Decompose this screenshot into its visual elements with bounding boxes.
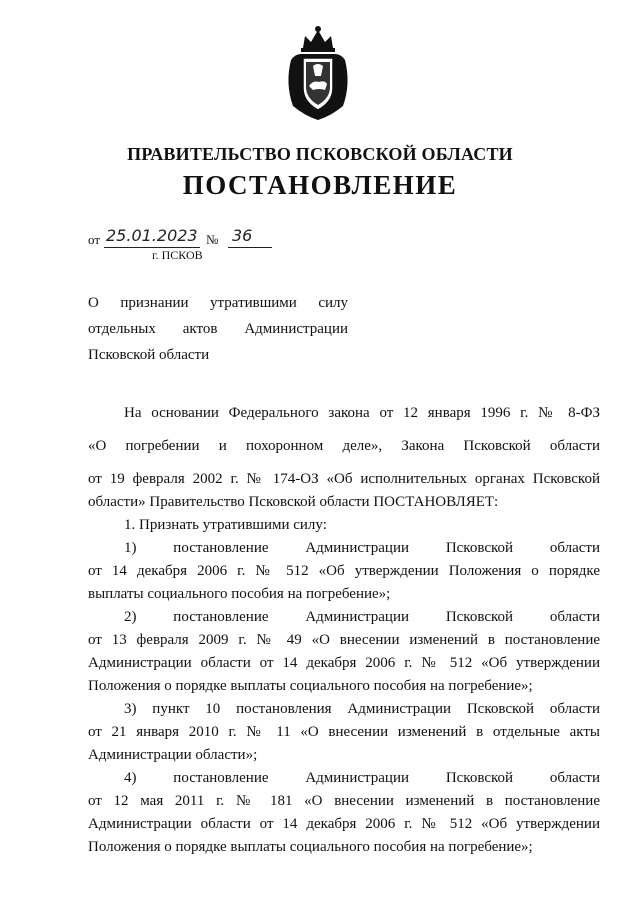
subject-line: О признании утратившими силу	[88, 295, 348, 311]
number-prefix: №	[206, 232, 219, 247]
sub-item-3-first-line: 3) пункт 10 постановления Администрации Псковской области	[124, 701, 600, 717]
sub-item-word: постановление	[173, 609, 269, 625]
sub-item-line: Администрации области от 14 декабря 2006 г. № 512 «Об утверждении	[88, 816, 600, 832]
sub-item-4-first-line	[88, 767, 600, 790]
number-underline	[228, 247, 272, 248]
sub-item-number: 2)	[124, 609, 137, 625]
item-1-title: 1. Признать утратившими силу:	[124, 517, 327, 533]
sub-item-word: Псковской	[445, 609, 514, 625]
sub-item-line: Положения о порядке выплаты социального пособия на погребение»;	[88, 678, 533, 694]
subject-line: Псковской области	[88, 347, 210, 363]
decree-date: 25.01.2023	[106, 226, 198, 245]
subject-line: отдельных актов Администрации	[88, 321, 348, 337]
sub-item-line: от 13 февраля 2009 г. № 49 «О внесении изменений в постановление	[88, 632, 600, 648]
decree-number: 36	[232, 226, 253, 245]
sub-item-word: области	[549, 540, 600, 556]
sub-item-word: Администрации	[305, 609, 410, 625]
sub-item-line: от 12 мая 2011 г. № 181 «О внесении изменений в постановление	[88, 793, 600, 809]
sub-item-number: 1)	[124, 540, 137, 556]
decree-subject	[88, 290, 348, 368]
pskov-coat-of-arms-icon	[283, 24, 353, 122]
city-label: г. ПСКОВ	[152, 248, 203, 262]
preamble-line: На основании Федерального закона от 12 января 1996 г. № 8-ФЗ	[124, 405, 600, 421]
sub-item-word: Псковской	[445, 770, 514, 786]
sub-item-2-first-line	[88, 606, 600, 629]
sub-item-number: 4)	[124, 770, 137, 786]
sub-item-word: области	[549, 770, 600, 786]
preamble-line: от 19 февраля 2002 г. № 174-ОЗ «Об исполнительных органах Псковской	[88, 471, 600, 487]
decree-body	[88, 402, 600, 859]
sub-item-word: постановление	[173, 540, 269, 556]
preamble-line: «О погребении и похоронном деле», Закона Псковской области	[88, 438, 600, 454]
preamble-line: области» Правительство Псковской области ПОСТАНОВЛЯЕТ:	[88, 494, 499, 510]
sub-item-word: Псковской	[445, 540, 514, 556]
sub-item-line: Положения о порядке выплаты социального пособия на погребение»;	[88, 839, 533, 855]
sub-item-word: Администрации	[305, 540, 410, 556]
document-type-title: ПОСТАНОВЛЕНИЕ	[182, 170, 458, 200]
sub-item-line: от 14 декабря 2006 г. № 512 «Об утверждении Положения о порядке	[88, 563, 600, 579]
date-prefix: от	[88, 232, 101, 247]
sub-item-1-first-line	[88, 537, 600, 560]
sub-item-line: от 21 января 2010 г. № 11 «О внесении изменений в отдельные акты	[88, 724, 600, 740]
government-title: ПРАВИТЕЛЬСТВО ПСКОВСКОЙ ОБЛАСТИ	[127, 144, 513, 164]
sub-item-line: Администрации области»;	[88, 747, 258, 763]
date-number-line	[88, 226, 288, 248]
sub-item-word: постановление	[173, 770, 269, 786]
sub-item-word: Администрации	[305, 770, 410, 786]
sub-item-line: Администрации области от 14 декабря 2006 г. № 512 «Об утверждении	[88, 655, 600, 671]
sub-item-line: выплаты социального пособия на погребение»;	[88, 586, 391, 602]
sub-item-word: области	[549, 609, 600, 625]
